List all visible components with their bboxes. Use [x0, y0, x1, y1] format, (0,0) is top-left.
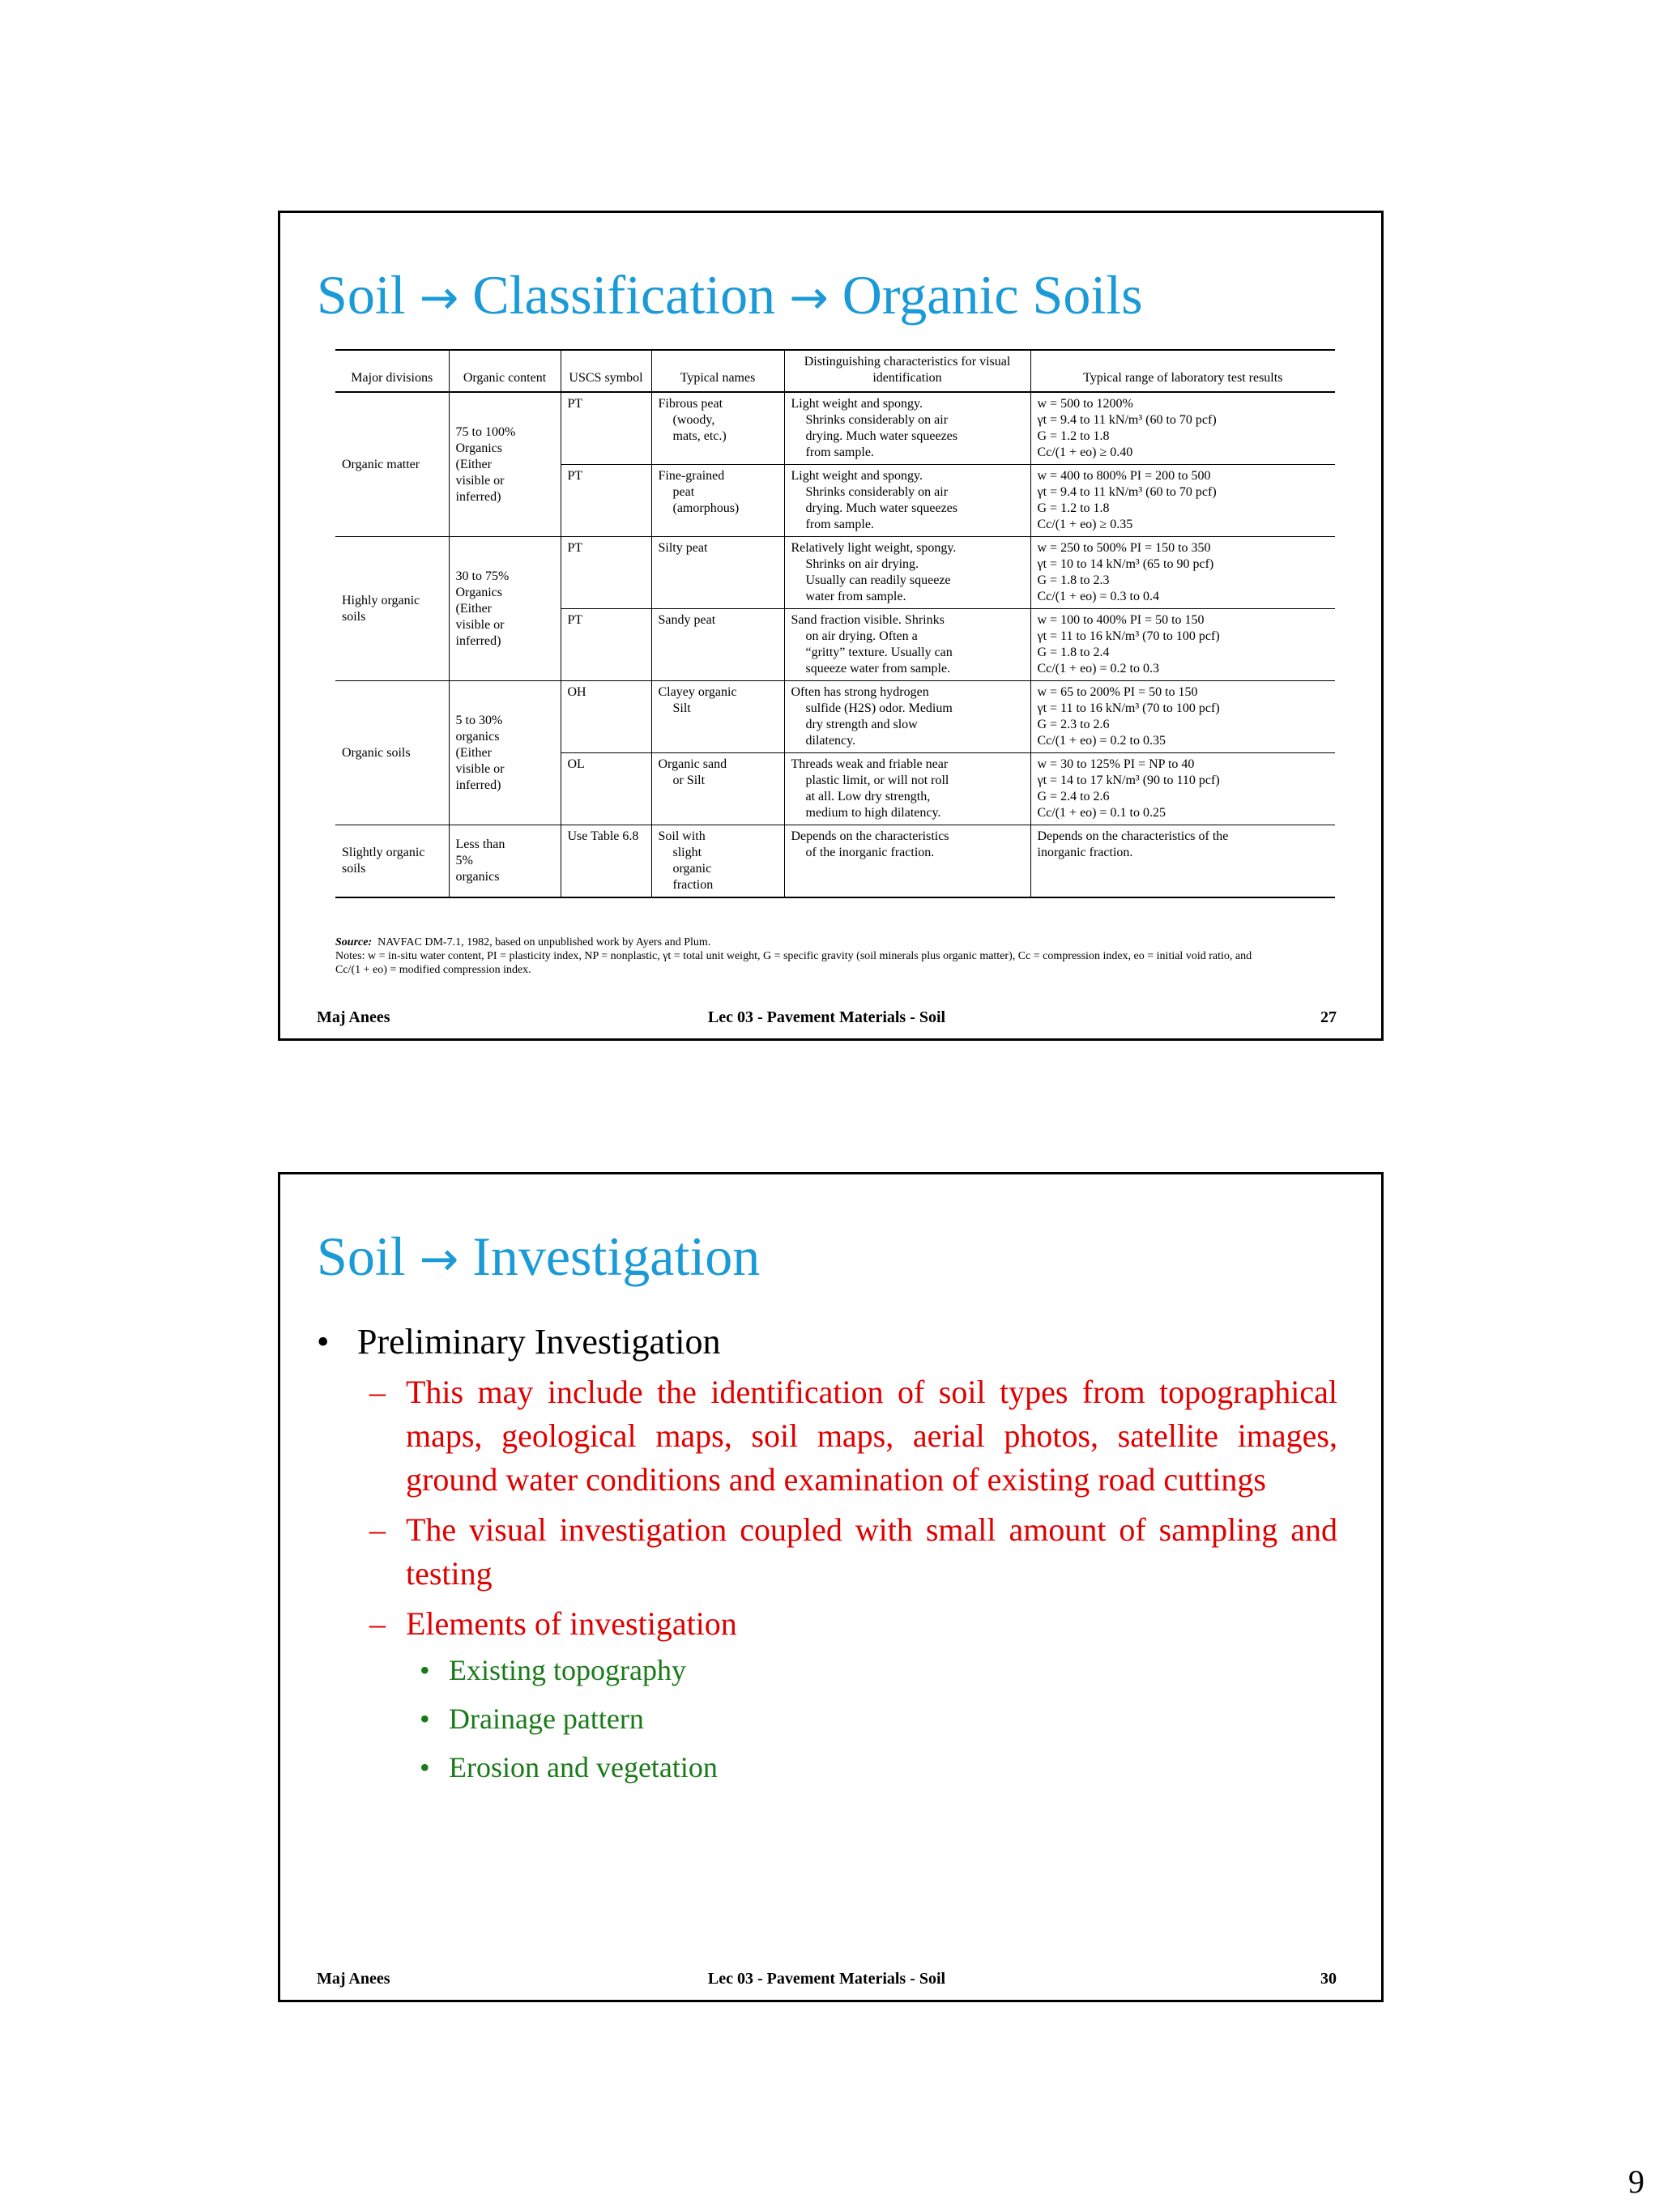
footer-lecture: Lec 03 - Pavement Materials - Soil: [707, 1970, 946, 1988]
characteristics-cell: [784, 537, 1030, 609]
uscs-symbol-cell: Use Table 6.8: [561, 825, 651, 898]
sub-bullet-text: Elements of investigation: [406, 1605, 737, 1642]
cell-line: inorganic fraction.: [1037, 846, 1133, 859]
cell-line: peat: [672, 485, 695, 499]
cell-line: G = 1.8 to 2.4: [1037, 646, 1110, 659]
cell-line: 5 to 30%: [455, 713, 503, 727]
typical-name-cell: [651, 392, 784, 465]
characteristics-cell: [784, 753, 1030, 825]
sub-bullet-item: [369, 1370, 1337, 1502]
cell-line: γt = 14 to 17 kN/m³ (90 to 110 pcf): [1037, 774, 1220, 787]
arrow-icon: →: [419, 1231, 459, 1286]
cell-line: dry strength and slow: [805, 718, 918, 731]
bullet-dot-icon: •: [317, 1322, 330, 1362]
cell-line: (Either: [455, 457, 492, 471]
major-division-cell: Organic soils: [335, 681, 449, 825]
characteristics-cell: [784, 392, 1030, 465]
cell-line: at all. Low dry strength,: [805, 790, 931, 803]
typical-name-cell: [651, 609, 784, 681]
cell-line: Sandy peat: [658, 613, 716, 627]
cell-line: G = 2.3 to 2.6: [1037, 718, 1110, 731]
cell-line: visible or: [455, 473, 505, 488]
lab-results-cell: [1030, 609, 1335, 681]
slide-number: 27: [1320, 1008, 1337, 1026]
bullet-text: Preliminary Investigation: [357, 1322, 721, 1362]
cell-line: Less than: [455, 837, 505, 851]
typical-name-cell: [651, 537, 784, 609]
uscs-symbol-cell: PT: [561, 392, 651, 465]
cell-line: Organics: [455, 441, 502, 455]
sub-bullet-item: [369, 1602, 1337, 1646]
cell-line: Sand fraction visible. Shrinks: [791, 613, 945, 627]
cell-line: Cc/(1 + eo) ≥ 0.40: [1037, 445, 1133, 459]
cell-line: Shrinks on air drying.: [805, 557, 919, 571]
column-header: Typical range of laboratory test results: [1030, 350, 1335, 392]
slide-title: [317, 1225, 760, 1289]
cell-line: Silt: [672, 701, 691, 715]
cell-line: Depends on the characteristics of the: [1037, 829, 1229, 843]
cell-line: Cc/(1 + eo) ≥ 0.35: [1037, 518, 1133, 531]
cell-line: drying. Much water squeezes: [805, 501, 957, 515]
cell-line: γt = 11 to 16 kN/m³ (70 to 100 pcf): [1037, 629, 1220, 643]
lab-results-cell: [1030, 681, 1335, 753]
element-item: [420, 1743, 1354, 1792]
cell-line: Often has strong hydrogen: [791, 685, 929, 699]
cell-line: inferred): [455, 489, 501, 504]
cell-line: 75 to 100%: [455, 424, 516, 439]
dash-icon: –: [369, 1605, 386, 1642]
slide-27: [278, 211, 1384, 1041]
cell-line: Light weight and spongy.: [791, 469, 923, 483]
lab-results-cell: [1030, 537, 1335, 609]
sub-bullet-item: [369, 1508, 1337, 1596]
typical-name-cell: [651, 681, 784, 753]
cell-line: fraction: [672, 878, 714, 892]
cell-line: inferred): [455, 633, 501, 648]
cell-line: inferred): [455, 778, 501, 792]
footer-author: Maj Anees: [317, 1008, 390, 1026]
cell-line: of the inorganic fraction.: [805, 846, 935, 859]
cell-line: sulfide (H2S) odor. Medium: [805, 701, 953, 715]
uscs-symbol-cell: OH: [561, 681, 651, 753]
title-part: Soil: [317, 264, 406, 326]
uscs-symbol-cell: PT: [561, 537, 651, 609]
sub-bullet-text: This may include the identification of soil types from topographical maps, geological maps, soil maps, aerial photos, satellite images, ground water conditions and examination of existing road cuttings: [406, 1374, 1337, 1498]
cell-line: Fibrous peat: [658, 397, 723, 411]
cell-line: w = 65 to 200% PI = 50 to 150: [1037, 685, 1198, 699]
source-text: NAVFAC DM-7.1, 1982, based on unpublished work by Ayers and Plum.: [377, 936, 711, 948]
cell-line: on air drying. Often a: [805, 629, 918, 643]
cell-line: organic: [672, 862, 712, 876]
bullet-dot-icon: •: [420, 1703, 430, 1735]
uscs-symbol-cell: PT: [561, 465, 651, 537]
cell-line: γt = 9.4 to 11 kN/m³ (60 to 70 pcf): [1037, 485, 1217, 499]
typical-name-cell: [651, 825, 784, 898]
cell-line: (amorphous): [672, 501, 740, 515]
bullet-item: [317, 1320, 1354, 1364]
table-row: [335, 392, 1335, 465]
cell-line: Usually can readily squeeze: [805, 573, 951, 587]
cell-line: from sample.: [805, 445, 874, 459]
slide-30: [278, 1172, 1384, 2002]
uscs-symbol-cell: PT: [561, 609, 651, 681]
cell-line: w = 250 to 500% PI = 150 to 350: [1037, 541, 1211, 555]
cell-line: plastic limit, or will not roll: [805, 774, 949, 787]
cell-line: Cc/(1 + eo) = 0.3 to 0.4: [1037, 590, 1159, 603]
column-header: USCS symbol: [561, 350, 651, 392]
sub-bullet-text: The visual investigation coupled with small amount of sampling and testing: [406, 1511, 1337, 1592]
cell-line: organics: [455, 870, 500, 884]
cell-line: (woody,: [672, 413, 715, 427]
characteristics-cell: [784, 825, 1030, 898]
characteristics-cell: [784, 609, 1030, 681]
cell-line: Fine-grained: [658, 469, 725, 483]
table-notes: [335, 936, 1275, 977]
page-number: 9: [1628, 2163, 1644, 2200]
bullet-dot-icon: •: [420, 1751, 430, 1784]
cell-line: Light weight and spongy.: [791, 397, 923, 411]
title-part: Organic Soils: [842, 264, 1143, 326]
table-row: [335, 537, 1335, 609]
cell-line: 30 to 75%: [455, 569, 510, 583]
footer-lecture: Lec 03 - Pavement Materials - Soil: [707, 1008, 946, 1026]
cell-line: drying. Much water squeezes: [805, 429, 957, 443]
typical-name-cell: [651, 753, 784, 825]
cell-line: “gritty” texture. Usually can: [805, 646, 953, 659]
cell-line: visible or: [455, 761, 505, 776]
characteristics-cell: [784, 681, 1030, 753]
dash-icon: –: [369, 1511, 386, 1548]
cell-line: 5%: [455, 854, 473, 867]
source-label: Source:: [335, 936, 373, 948]
cell-line: squeeze water from sample.: [805, 662, 951, 676]
cell-line: G = 2.4 to 2.6: [1037, 790, 1110, 803]
element-text: Drainage pattern: [449, 1703, 644, 1735]
bullet-list: [317, 1320, 1354, 1792]
slide-number: 30: [1320, 1970, 1337, 1988]
cell-line: Shrinks considerably on air: [805, 413, 949, 427]
notes-text: Notes: w = in-situ water content, PI = plasticity index, NP = nonplastic, γt = total unit weight, G = specific gravity (soil minerals plus organic matter), Cc = compression index, eo = initial void ratio, and Cc/(1 + eo) = modified compression index.: [335, 950, 1252, 976]
column-header: Distinguishing characteristics for visual identification: [784, 350, 1030, 392]
element-item: [420, 1646, 1354, 1694]
cell-line: w = 400 to 800% PI = 200 to 500: [1037, 469, 1211, 483]
cell-line: Organic sand: [658, 757, 727, 771]
major-division-cell: Organic matter: [342, 457, 420, 471]
cell-line: slight: [672, 846, 702, 859]
cell-line: γt = 9.4 to 11 kN/m³ (60 to 70 pcf): [1037, 413, 1217, 427]
lab-results-cell: [1030, 392, 1335, 465]
cell-line: Soil with: [658, 829, 706, 843]
cell-line: Threads weak and friable near: [791, 757, 949, 771]
cell-line: Relatively light weight, spongy.: [791, 541, 957, 555]
element-text: Existing topography: [449, 1654, 686, 1686]
cell-line: w = 500 to 1200%: [1037, 397, 1133, 411]
arrow-icon: →: [419, 270, 459, 325]
lab-results-cell: [1030, 753, 1335, 825]
cell-line: (Either: [455, 745, 492, 760]
cell-line: w = 100 to 400% PI = 50 to 150: [1037, 613, 1205, 627]
cell-line: G = 1.2 to 1.8: [1037, 501, 1110, 515]
table-row: [335, 681, 1335, 753]
cell-line: γt = 10 to 14 kN/m³ (65 to 90 pcf): [1037, 557, 1214, 571]
cell-line: (Either: [455, 601, 492, 616]
organic-content-cell: [449, 681, 561, 825]
footer-author: Maj Anees: [317, 1970, 390, 1988]
column-header: Typical names: [651, 350, 784, 392]
column-header: Organic content: [449, 350, 561, 392]
cell-line: water from sample.: [805, 590, 906, 603]
title-part: Investigation: [472, 1225, 761, 1287]
element-text: Erosion and vegetation: [449, 1751, 718, 1784]
cell-line: mats, etc.): [672, 429, 727, 443]
soil-classification-table: [335, 349, 1335, 898]
cell-line: dilatency.: [805, 734, 856, 748]
element-item: [420, 1694, 1354, 1743]
major-division-cell: Slightly organic soils: [335, 825, 449, 898]
typical-name-cell: [651, 465, 784, 537]
cell-line: G = 1.8 to 2.3: [1037, 573, 1110, 587]
cell-line: Organics: [455, 585, 502, 599]
slide-title: [317, 263, 1143, 327]
title-part: Classification: [472, 264, 776, 326]
table-row: [335, 825, 1335, 898]
organic-content-cell: [449, 537, 561, 681]
cell-line: Clayey organic: [658, 685, 737, 699]
cell-line: Silty peat: [658, 541, 708, 555]
characteristics-cell: [784, 465, 1030, 537]
lab-results-cell: [1030, 465, 1335, 537]
title-part: Soil: [317, 1225, 406, 1287]
dash-icon: –: [369, 1374, 386, 1410]
cell-line: Cc/(1 + eo) = 0.2 to 0.35: [1037, 734, 1166, 748]
cell-line: G = 1.2 to 1.8: [1037, 429, 1110, 443]
uscs-symbol-cell: OL: [561, 753, 651, 825]
table-header-row: [335, 350, 1335, 392]
major-division-cell: Highly organic soils: [335, 537, 449, 681]
cell-line: from sample.: [805, 518, 874, 531]
organic-content-cell: [449, 825, 561, 898]
arrow-icon: →: [789, 270, 829, 325]
cell-line: γt = 11 to 16 kN/m³ (70 to 100 pcf): [1037, 701, 1220, 715]
cell-line: w = 30 to 125% PI = NP to 40: [1037, 757, 1195, 771]
bullet-dot-icon: •: [420, 1654, 430, 1686]
cell-line: Cc/(1 + eo) = 0.2 to 0.3: [1037, 662, 1159, 676]
cell-line: Depends on the characteristics: [791, 829, 949, 843]
cell-line: Cc/(1 + eo) = 0.1 to 0.25: [1037, 806, 1166, 820]
cell-line: visible or: [455, 617, 505, 632]
lab-results-cell: [1030, 825, 1335, 898]
cell-line: organics: [455, 729, 500, 744]
cell-line: or Silt: [672, 774, 706, 787]
organic-content-cell: [449, 392, 561, 537]
cell-line: Shrinks considerably on air: [805, 485, 949, 499]
column-header: Major divisions: [335, 350, 449, 392]
cell-line: medium to high dilatency.: [805, 806, 941, 820]
